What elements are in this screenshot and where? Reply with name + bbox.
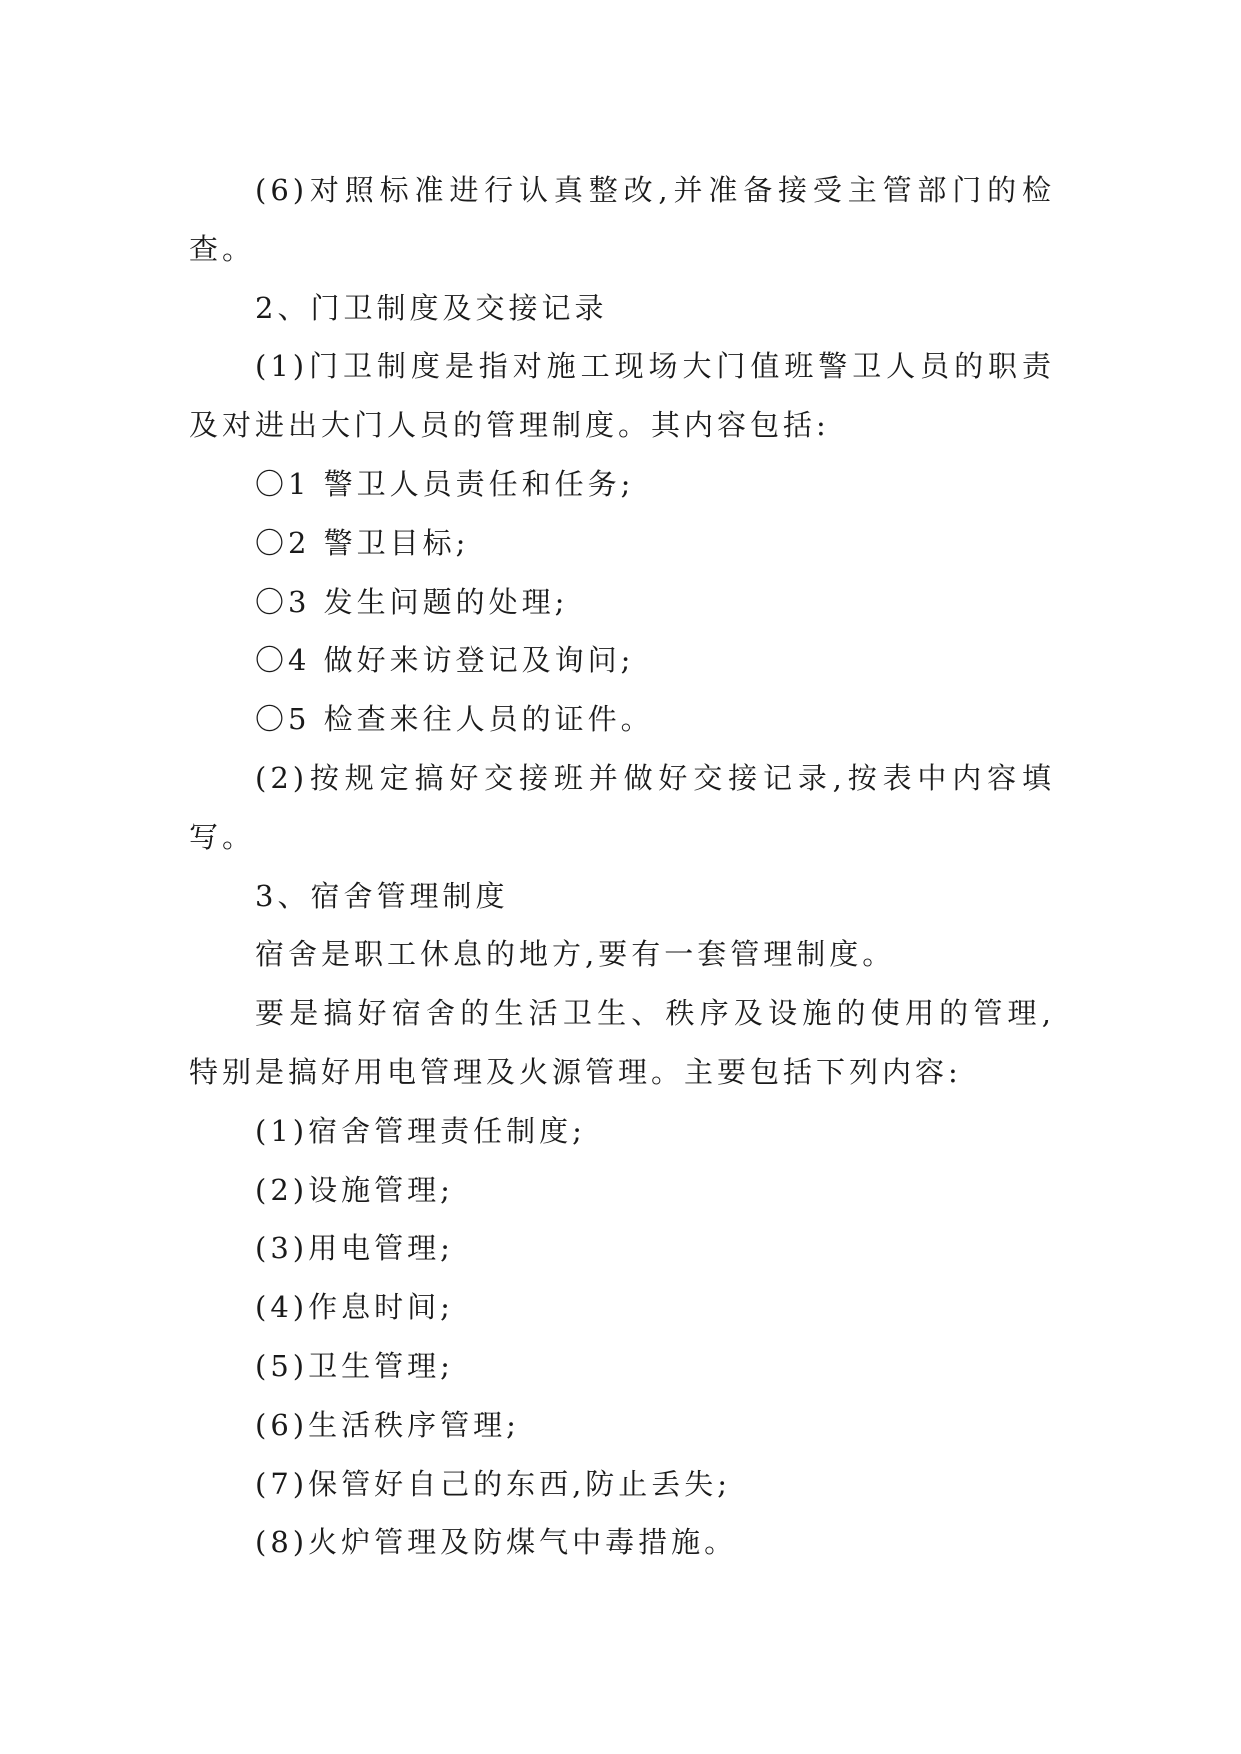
text-line: (1)宿舍管理责任制度; <box>255 1113 586 1148</box>
text-line: 特别是搞好用电管理及火源管理。主要包括下列内容: <box>189 1054 962 1089</box>
text-line: (2)设施管理; <box>255 1172 454 1207</box>
text-line: (3)用电管理; <box>255 1231 454 1266</box>
list-item <box>189 749 1055 867</box>
text-line: 宿舍是职工休息的地方,要有一套管理制度。 <box>255 937 896 972</box>
text-line: 查。 <box>189 231 256 266</box>
list-item <box>189 1219 1055 1278</box>
text-line: (2)按规定搞好交接班并做好交接记录,按表中内容填 <box>255 760 1055 795</box>
circled-list-item <box>189 573 1055 632</box>
text-line: (6)生活秩序管理; <box>255 1407 520 1442</box>
section-heading <box>189 279 1055 338</box>
circled-list-item <box>189 690 1055 749</box>
list-item <box>189 1161 1055 1220</box>
text-line: 写。 <box>189 819 256 854</box>
circled-list-item <box>189 514 1055 573</box>
text-line: (8)火炉管理及防煤气中毒措施。 <box>255 1525 738 1560</box>
list-item <box>189 1102 1055 1161</box>
circled-list-item <box>189 455 1055 514</box>
text-line: (4)作息时间; <box>255 1290 454 1325</box>
list-item <box>189 1278 1055 1337</box>
text-line: 3、宿舍管理制度 <box>255 878 509 913</box>
circled-list-item <box>189 631 1055 690</box>
list-item <box>189 1455 1055 1514</box>
text-line: 〇3 发生问题的处理; <box>255 584 569 619</box>
text-line: 〇1 警卫人员责任和任务; <box>255 466 635 501</box>
text-line: 〇5 检查来往人员的证件。 <box>255 702 654 737</box>
text-line: (5)卫生管理; <box>255 1348 454 1383</box>
text-line: 〇2 警卫目标; <box>255 525 470 560</box>
list-item <box>189 1337 1055 1396</box>
list-item <box>189 1513 1055 1572</box>
text-line: (1)门卫制度是指对施工现场大门值班警卫人员的职责 <box>255 349 1055 384</box>
paragraph <box>189 925 1055 984</box>
section-heading <box>189 867 1055 926</box>
list-item <box>189 1396 1055 1455</box>
text-line: 及对进出大门人员的管理制度。其内容包括: <box>189 408 830 443</box>
list-item <box>189 161 1055 279</box>
paragraph <box>189 984 1055 1102</box>
document-body <box>189 161 1055 1572</box>
text-line: (7)保管好自己的东西,防止丢失; <box>255 1466 732 1501</box>
list-item <box>189 337 1055 455</box>
text-line: (6)对照标准进行认真整改,并准备接受主管部门的检 <box>255 173 1055 207</box>
text-line: 2、门卫制度及交接记录 <box>255 290 608 325</box>
text-line: 〇4 做好来访登记及询问; <box>255 643 635 678</box>
text-line: 要是搞好宿舍的生活卫生、秩序及设施的使用的管理, <box>255 996 1055 1031</box>
